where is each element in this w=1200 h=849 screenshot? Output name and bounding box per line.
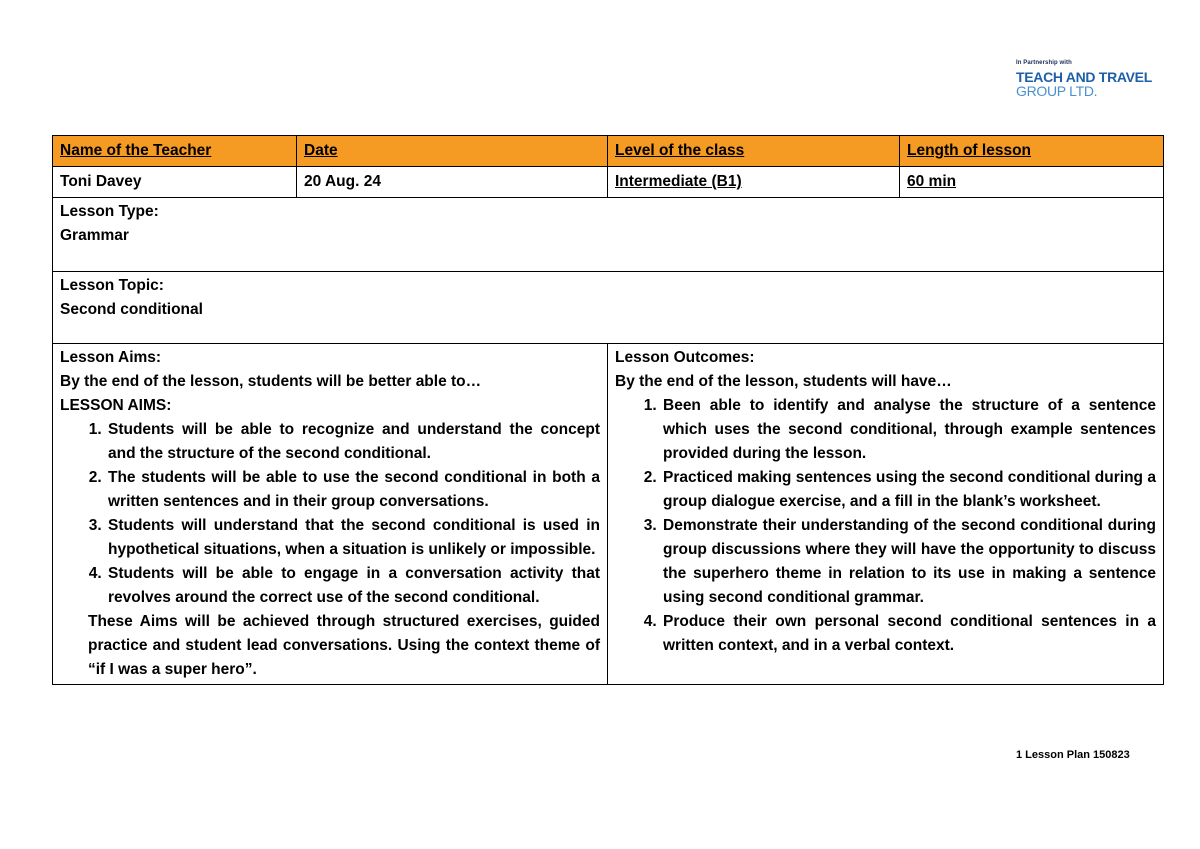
lesson-topic-row — [53, 272, 1164, 344]
outcomes-label: Lesson Outcomes: — [615, 349, 755, 366]
level-value: Intermediate (B1) — [615, 173, 742, 190]
outcome-item: 2. Practiced making sentences using the second conditional during a group dialogue exercise, and a fill in the blank’s worksheet. — [661, 466, 1156, 514]
outcome-item: 3. Demonstrate their understanding of the second conditional during group discussions where they will have the opportunity to discuss the superhero theme in relation to its use in making a sentence using second conditional grammar. — [661, 514, 1156, 610]
lesson-plan-table — [52, 135, 1164, 685]
aims-intro: By the end of the lesson, students will be better able to… — [60, 373, 482, 390]
details-row — [53, 167, 1164, 198]
page-footer: 1 Lesson Plan 150823 — [1016, 749, 1130, 761]
aims-closing: These Aims will be achieved through structured exercises, guided practice and student lead conversations. Using the context theme of “if I was a super hero”. — [88, 613, 600, 678]
logo-line-1: TEACH AND TRAVEL — [1016, 69, 1152, 85]
length-value: 60 min — [907, 173, 957, 190]
lesson-topic-label: Lesson Topic: — [60, 277, 164, 294]
partner-logo — [1016, 60, 1156, 98]
outcomes-cell — [608, 344, 1164, 685]
outcomes-intro: By the end of the lesson, students will have… — [615, 373, 952, 390]
lesson-type-value: Grammar — [60, 227, 129, 244]
aim-item: 1. Students will be able to recognize and understand the concept and the structure of the second conditional. — [106, 418, 600, 466]
outcome-item: 4. Produce their own personal second conditional sentences in a written context, and in a verbal context. — [661, 610, 1156, 658]
aims-list — [60, 418, 600, 610]
teacher-label: Name of the Teacher — [53, 136, 297, 167]
date-value: 20 Aug. 24 — [297, 167, 608, 198]
aim-item: 2. The students will be able to use the second conditional in both a written sentences and in their group conversations. — [106, 466, 600, 514]
teacher-value: Toni Davey — [53, 167, 297, 198]
logo-tagline: In Partnership with — [1016, 60, 1072, 66]
header-row — [53, 136, 1164, 167]
level-label: Level of the class — [608, 136, 900, 167]
aim-item: 4. Students will be able to engage in a conversation activity that revolves around the correct use of the second conditional. — [106, 562, 600, 610]
aim-item: 3. Students will understand that the second conditional is used in hypothetical situations, when a situation is unlikely or impossible. — [106, 514, 600, 562]
outcomes-list — [615, 394, 1156, 658]
date-label: Date — [297, 136, 608, 167]
outcome-item: 1. Been able to identify and analyse the structure of a sentence which uses the second conditional, through example sentences provided during the lesson. — [661, 394, 1156, 466]
lesson-topic-value: Second conditional — [60, 301, 203, 318]
aims-outcomes-row — [53, 344, 1164, 685]
aims-heading: LESSON AIMS: — [60, 397, 172, 414]
lesson-type-label: Lesson Type: — [60, 203, 159, 220]
lesson-type-row — [53, 198, 1164, 272]
aims-label: Lesson Aims: — [60, 349, 162, 366]
logo-line-2: GROUP LTD. — [1016, 83, 1098, 99]
length-label: Length of lesson — [900, 136, 1164, 167]
aims-cell — [53, 344, 608, 685]
